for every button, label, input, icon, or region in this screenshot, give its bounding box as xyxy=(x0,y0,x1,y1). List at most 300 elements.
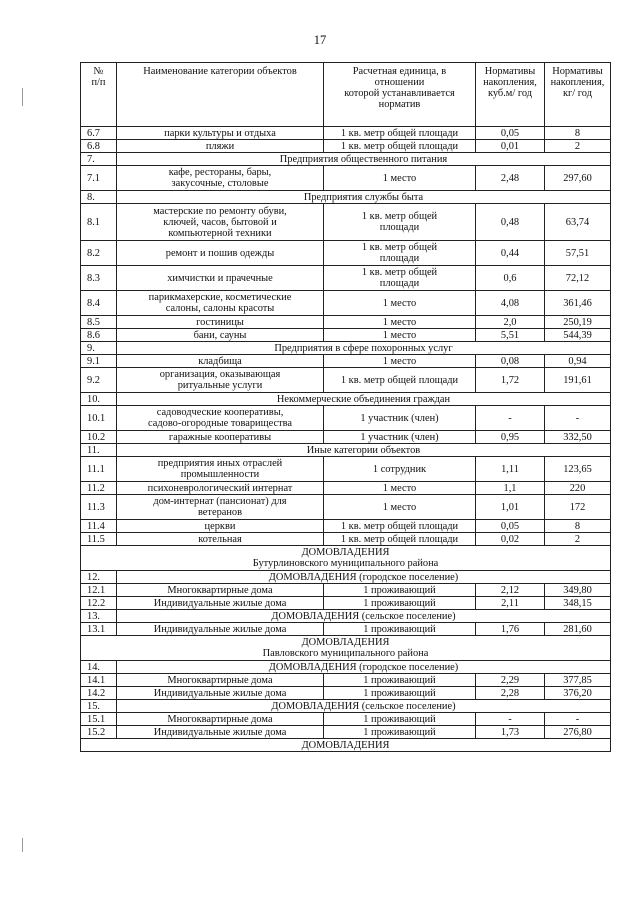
row-mass-norm-text: 348,15 xyxy=(563,597,592,609)
row-category-name xyxy=(117,241,324,266)
row-volume-norm xyxy=(476,127,545,140)
row-mass-norm xyxy=(545,266,611,291)
section-title xyxy=(117,342,611,355)
row-category-name xyxy=(117,533,324,546)
row-category-name xyxy=(117,584,324,597)
row-volume-norm xyxy=(476,623,545,636)
row-mass-norm-text: 57,51 xyxy=(565,247,590,259)
row-number xyxy=(81,127,117,140)
row-mass-norm-text: 250,19 xyxy=(563,316,592,328)
table-row xyxy=(81,204,611,241)
row-volume-norm xyxy=(476,687,545,700)
header-name xyxy=(117,63,324,127)
row-volume-norm-text: 1,72 xyxy=(500,374,520,386)
row-unit-text: 1 проживающий xyxy=(363,687,436,699)
row-mass-norm-text: 172 xyxy=(569,501,586,513)
table-row xyxy=(81,431,611,444)
row-mass-norm xyxy=(545,291,611,316)
row-unit xyxy=(324,166,476,191)
row-unit-text: 1 проживающий xyxy=(363,584,436,596)
row-unit xyxy=(324,241,476,266)
table-row xyxy=(81,457,611,482)
row-number-text: 10.2 xyxy=(87,431,106,443)
section-title xyxy=(117,191,611,204)
table-row xyxy=(81,495,611,520)
row-category-name-text: психоневрологический интернат xyxy=(147,482,293,494)
row-unit-text: 1 кв. метр общей площади xyxy=(361,211,438,233)
row-unit-text: 1 участник (член) xyxy=(360,412,439,424)
row-mass-norm-text: 544,39 xyxy=(563,329,592,341)
row-unit xyxy=(324,687,476,700)
row-category-name xyxy=(117,406,324,431)
row-number xyxy=(81,329,117,342)
row-unit xyxy=(324,431,476,444)
row-volume-norm-text: 2,29 xyxy=(500,674,520,686)
row-category-name-text: пляжи xyxy=(205,140,235,152)
row-mass-norm xyxy=(545,204,611,241)
row-mass-norm xyxy=(545,495,611,520)
table-row xyxy=(81,533,611,546)
row-unit xyxy=(324,266,476,291)
row-mass-norm-text: 281,60 xyxy=(563,623,592,635)
row-category-name-text: Индивидуальные жилые дома xyxy=(153,726,287,738)
table-row xyxy=(81,368,611,393)
row-unit-text: 1 место xyxy=(382,329,417,341)
header-unit xyxy=(324,63,476,127)
row-mass-norm-text: 332,50 xyxy=(563,431,592,443)
group-title xyxy=(81,546,611,571)
section-title-text: ДОМОВЛАДЕНИЯ (сельское поселение) xyxy=(271,610,456,622)
table-row xyxy=(81,329,611,342)
row-category-name xyxy=(117,166,324,191)
section-number xyxy=(81,571,117,584)
row-volume-norm xyxy=(476,726,545,739)
row-number xyxy=(81,726,117,739)
section-title-text: ДОМОВЛАДЕНИЯ (городское поселение) xyxy=(268,661,459,673)
row-mass-norm xyxy=(545,584,611,597)
table-row xyxy=(81,584,611,597)
section-number xyxy=(81,191,117,204)
row-unit xyxy=(324,623,476,636)
row-mass-norm xyxy=(545,597,611,610)
row-volume-norm xyxy=(476,406,545,431)
row-number-text: 11.1 xyxy=(87,463,105,475)
row-category-name xyxy=(117,140,324,153)
row-category-name-text: парки культуры и отдыха xyxy=(164,127,276,139)
section-number-text: 13. xyxy=(87,610,100,622)
section-number xyxy=(81,700,117,713)
row-volume-norm xyxy=(476,329,545,342)
row-volume-norm xyxy=(476,166,545,191)
row-mass-norm xyxy=(545,316,611,329)
row-unit xyxy=(324,316,476,329)
table-row xyxy=(81,713,611,726)
row-unit xyxy=(324,291,476,316)
section-row xyxy=(81,571,611,584)
row-mass-norm-text: 361,46 xyxy=(563,297,592,309)
section-number xyxy=(81,661,117,674)
row-category-name-text: мастерские по ремонту обуви, ключей, часов, бытовой и компьютерной техники xyxy=(153,205,287,239)
row-volume-norm-text: 0,48 xyxy=(500,216,520,228)
row-category-name-text: ремонт и пошив одежды xyxy=(165,247,275,259)
row-category-name-text: Индивидуальные жилые дома xyxy=(153,623,287,635)
row-category-name xyxy=(117,726,324,739)
row-unit-text: 1 место xyxy=(382,355,417,367)
row-volume-norm xyxy=(476,291,545,316)
section-title-text: Иные категории объектов xyxy=(306,444,421,456)
row-unit xyxy=(324,482,476,495)
row-volume-norm xyxy=(476,597,545,610)
row-unit-text: 1 место xyxy=(382,501,417,513)
section-number xyxy=(81,342,117,355)
header-mass xyxy=(545,63,611,127)
section-number-text: 10. xyxy=(87,393,100,405)
row-mass-norm xyxy=(545,368,611,393)
row-unit xyxy=(324,355,476,368)
section-number xyxy=(81,153,117,166)
row-mass-norm xyxy=(545,533,611,546)
row-unit xyxy=(324,329,476,342)
row-mass-norm xyxy=(545,482,611,495)
table-row xyxy=(81,597,611,610)
row-mass-norm-text: 297,60 xyxy=(563,172,592,184)
row-mass-norm xyxy=(545,431,611,444)
row-mass-norm xyxy=(545,674,611,687)
section-number xyxy=(81,444,117,457)
row-number xyxy=(81,241,117,266)
row-volume-norm xyxy=(476,140,545,153)
row-number xyxy=(81,584,117,597)
row-mass-norm-text: 8 xyxy=(574,520,581,532)
row-number xyxy=(81,482,117,495)
table-header-row xyxy=(81,63,611,127)
group-title xyxy=(81,739,611,752)
row-volume-norm-text: 2,12 xyxy=(500,584,520,596)
row-mass-norm-text: 376,20 xyxy=(563,687,592,699)
row-category-name xyxy=(117,127,324,140)
row-volume-norm-text: 5,51 xyxy=(500,329,520,341)
row-category-name xyxy=(117,674,324,687)
section-number-text: 11. xyxy=(87,444,100,456)
group-title-row xyxy=(81,739,611,752)
row-category-name xyxy=(117,266,324,291)
row-volume-norm xyxy=(476,495,545,520)
section-row xyxy=(81,191,611,204)
row-mass-norm-text: 191,61 xyxy=(563,374,592,386)
section-row xyxy=(81,610,611,623)
row-mass-norm xyxy=(545,241,611,266)
section-number-text: 7. xyxy=(87,153,95,165)
row-category-name xyxy=(117,495,324,520)
row-mass-norm-text: 2 xyxy=(574,533,581,545)
row-unit xyxy=(324,368,476,393)
row-number xyxy=(81,520,117,533)
row-category-name-text: бани, сауны xyxy=(193,329,247,341)
row-number xyxy=(81,368,117,393)
section-title xyxy=(117,153,611,166)
row-mass-norm xyxy=(545,623,611,636)
row-unit-text: 1 сотрудник xyxy=(372,463,427,475)
row-unit xyxy=(324,533,476,546)
row-number-text: 14.2 xyxy=(87,687,106,699)
row-category-name-text: гаражные кооперативы xyxy=(168,431,272,443)
row-number xyxy=(81,623,117,636)
row-volume-norm-text: 0,05 xyxy=(500,127,520,139)
row-category-name-text: Многоквартирные дома xyxy=(167,713,273,725)
row-category-name-text: парикмахерские, косметические салоны, салоны красоты xyxy=(148,292,292,314)
row-number xyxy=(81,687,117,700)
row-mass-norm xyxy=(545,127,611,140)
row-number-text: 6.8 xyxy=(87,140,100,152)
row-category-name-text: Индивидуальные жилые дома xyxy=(153,687,287,699)
row-mass-norm xyxy=(545,406,611,431)
row-category-name xyxy=(117,329,324,342)
table-row xyxy=(81,520,611,533)
row-mass-norm-text: - xyxy=(575,713,580,725)
row-number-text: 9.1 xyxy=(87,355,100,367)
section-title-text: Предприятия в сфере похоронных услуг xyxy=(274,342,453,354)
row-category-name xyxy=(117,457,324,482)
row-number-text: 12.2 xyxy=(87,597,106,609)
table-row xyxy=(81,140,611,153)
row-category-name xyxy=(117,713,324,726)
margin-mark xyxy=(22,838,23,852)
row-number-text: 11.4 xyxy=(87,520,105,532)
section-row xyxy=(81,444,611,457)
row-mass-norm-text: 220 xyxy=(569,482,586,494)
section-number-text: 8. xyxy=(87,191,95,203)
row-category-name xyxy=(117,291,324,316)
row-volume-norm xyxy=(476,204,545,241)
row-category-name xyxy=(117,431,324,444)
row-number-text: 6.7 xyxy=(87,127,100,139)
group-title-text: ДОМОВЛАДЕНИЯ xyxy=(301,739,390,751)
row-unit-text: 1 проживающий xyxy=(363,597,436,609)
row-category-name-text: Многоквартирные дома xyxy=(167,584,273,596)
section-row xyxy=(81,342,611,355)
table-row xyxy=(81,266,611,291)
row-mass-norm xyxy=(545,329,611,342)
row-number-text: 8.3 xyxy=(87,272,100,284)
row-category-name-text: химчистки и прачечные xyxy=(167,272,273,284)
row-unit xyxy=(324,674,476,687)
row-unit xyxy=(324,584,476,597)
header-volume xyxy=(476,63,545,127)
row-number xyxy=(81,316,117,329)
row-category-name-text: церкви xyxy=(204,520,236,532)
table-row xyxy=(81,241,611,266)
row-volume-norm-text: 1,11 xyxy=(501,463,519,475)
row-number xyxy=(81,406,117,431)
row-unit xyxy=(324,140,476,153)
row-volume-norm xyxy=(476,674,545,687)
row-unit-text: 1 место xyxy=(382,297,417,309)
row-number xyxy=(81,533,117,546)
row-volume-norm xyxy=(476,482,545,495)
row-unit-text: 1 кв. метр общей площади xyxy=(340,533,459,545)
row-unit-text: 1 кв. метр общей площади xyxy=(361,242,438,264)
section-title-text: ДОМОВЛАДЕНИЯ (городское поселение) xyxy=(268,571,459,583)
row-number-text: 8.4 xyxy=(87,297,100,309)
row-mass-norm-text: 276,80 xyxy=(563,726,592,738)
section-title xyxy=(117,700,611,713)
row-number xyxy=(81,140,117,153)
row-mass-norm-text: 2 xyxy=(574,140,581,152)
row-volume-norm xyxy=(476,266,545,291)
row-number-text: 14.1 xyxy=(87,674,106,686)
row-number-text: 15.2 xyxy=(87,726,106,738)
row-volume-norm-text: 1,01 xyxy=(500,501,520,513)
group-title-row xyxy=(81,546,611,571)
row-number-text: 8.6 xyxy=(87,329,100,341)
row-unit-text: 1 кв. метр общей площади xyxy=(340,520,459,532)
row-category-name xyxy=(117,368,324,393)
row-volume-norm xyxy=(476,316,545,329)
row-unit-text: 1 место xyxy=(382,172,417,184)
row-unit-text: 1 проживающий xyxy=(363,623,436,635)
row-volume-norm-text: 0,44 xyxy=(500,247,520,259)
header-num xyxy=(81,63,117,127)
row-volume-norm-text: 0,08 xyxy=(500,355,520,367)
row-unit xyxy=(324,127,476,140)
section-number xyxy=(81,393,117,406)
section-row xyxy=(81,153,611,166)
table-row xyxy=(81,623,611,636)
row-unit-text: 1 проживающий xyxy=(363,713,436,725)
row-mass-norm xyxy=(545,726,611,739)
row-unit-text: 1 кв. метр общей площади xyxy=(361,267,438,289)
row-volume-norm-text: 0,02 xyxy=(500,533,520,545)
row-mass-norm xyxy=(545,355,611,368)
row-unit xyxy=(324,495,476,520)
row-volume-norm xyxy=(476,520,545,533)
table-row xyxy=(81,166,611,191)
row-mass-norm-text: 63,74 xyxy=(565,216,590,228)
section-title-text: ДОМОВЛАДЕНИЯ (сельское поселение) xyxy=(271,700,456,712)
row-category-name xyxy=(117,204,324,241)
row-number xyxy=(81,674,117,687)
row-volume-norm xyxy=(476,713,545,726)
row-mass-norm xyxy=(545,166,611,191)
row-unit xyxy=(324,726,476,739)
row-unit-text: 1 кв. метр общей площади xyxy=(340,374,459,386)
row-unit-text: 1 кв. метр общей площади xyxy=(340,127,459,139)
row-unit xyxy=(324,520,476,533)
section-title xyxy=(117,661,611,674)
section-number xyxy=(81,610,117,623)
row-mass-norm xyxy=(545,687,611,700)
table-row xyxy=(81,674,611,687)
row-category-name xyxy=(117,482,324,495)
row-category-name-text: гостиницы xyxy=(196,316,244,328)
row-volume-norm-text: 0,05 xyxy=(500,520,520,532)
page-number: 17 xyxy=(313,33,327,47)
row-number xyxy=(81,266,117,291)
section-title xyxy=(117,393,611,406)
row-volume-norm-text: 2,48 xyxy=(500,172,520,184)
row-category-name-text: Индивидуальные жилые дома xyxy=(153,597,287,609)
row-number-text: 13.1 xyxy=(87,623,106,635)
section-number-text: 15. xyxy=(87,700,100,712)
section-title xyxy=(117,571,611,584)
row-number-text: 15.1 xyxy=(87,713,106,725)
table-row xyxy=(81,482,611,495)
group-title-text: ДОМОВЛАДЕНИЯ Бутурлиновского муниципального района xyxy=(252,547,439,569)
margin-mark xyxy=(22,88,23,106)
row-number xyxy=(81,457,117,482)
header-name-text: Наименование категории объектов xyxy=(143,66,297,77)
row-unit xyxy=(324,597,476,610)
group-title-text: ДОМОВЛАДЕНИЯ Павловского муниципального района xyxy=(262,637,429,659)
row-number xyxy=(81,291,117,316)
row-category-name-text: Многоквартирные дома xyxy=(167,674,273,686)
row-mass-norm-text: 8 xyxy=(574,127,581,139)
row-category-name xyxy=(117,316,324,329)
row-number-text: 11.2 xyxy=(87,482,105,494)
row-category-name xyxy=(117,687,324,700)
section-title xyxy=(117,610,611,623)
section-row xyxy=(81,393,611,406)
table-row xyxy=(81,316,611,329)
row-number xyxy=(81,495,117,520)
row-volume-norm xyxy=(476,355,545,368)
row-unit-text: 1 место xyxy=(382,316,417,328)
row-mass-norm xyxy=(545,520,611,533)
row-category-name-text: кладбища xyxy=(198,355,242,367)
row-category-name xyxy=(117,520,324,533)
row-unit xyxy=(324,406,476,431)
section-title-text: Некоммерческие объединения граждан xyxy=(276,393,451,405)
row-volume-norm-text: 2,28 xyxy=(500,687,520,699)
row-number-text: 10.1 xyxy=(87,412,106,424)
row-number-text: 8.2 xyxy=(87,247,100,259)
row-category-name-text: садоводческие кооперативы, садово-огородные товарищества xyxy=(148,407,292,429)
row-category-name-text: кафе, рестораны, бары, закусочные, столовые xyxy=(168,167,272,189)
row-category-name-text: котельная xyxy=(198,533,242,545)
row-category-name xyxy=(117,355,324,368)
row-unit xyxy=(324,204,476,241)
row-number xyxy=(81,166,117,191)
row-mass-norm-text: 123,65 xyxy=(563,463,592,475)
row-volume-norm-text: 2,0 xyxy=(503,316,517,328)
table-row xyxy=(81,726,611,739)
table-body xyxy=(81,127,611,752)
row-category-name xyxy=(117,597,324,610)
table-row xyxy=(81,291,611,316)
row-unit-text: 1 проживающий xyxy=(363,726,436,738)
table-row xyxy=(81,687,611,700)
row-volume-norm-text: 0,01 xyxy=(500,140,520,152)
group-title-row xyxy=(81,636,611,661)
row-volume-norm xyxy=(476,241,545,266)
table-row xyxy=(81,406,611,431)
section-title xyxy=(117,444,611,457)
row-volume-norm-text: - xyxy=(508,412,512,424)
row-mass-norm-text: 377,85 xyxy=(563,674,592,686)
row-number-text: 11.5 xyxy=(87,533,105,545)
row-unit-text: 1 проживающий xyxy=(363,674,436,686)
row-unit xyxy=(324,713,476,726)
row-mass-norm-text: 349,80 xyxy=(563,584,592,596)
section-title-text: Предприятия общественного питания xyxy=(279,153,448,165)
row-number xyxy=(81,713,117,726)
row-number xyxy=(81,431,117,444)
section-row xyxy=(81,661,611,674)
row-volume-norm-text: 4,08 xyxy=(500,297,520,309)
header-unit-text: Расчетная единица, в отношении которой устанавливается норматив xyxy=(344,66,455,110)
table-row xyxy=(81,355,611,368)
row-number-text: 12.1 xyxy=(87,584,106,596)
